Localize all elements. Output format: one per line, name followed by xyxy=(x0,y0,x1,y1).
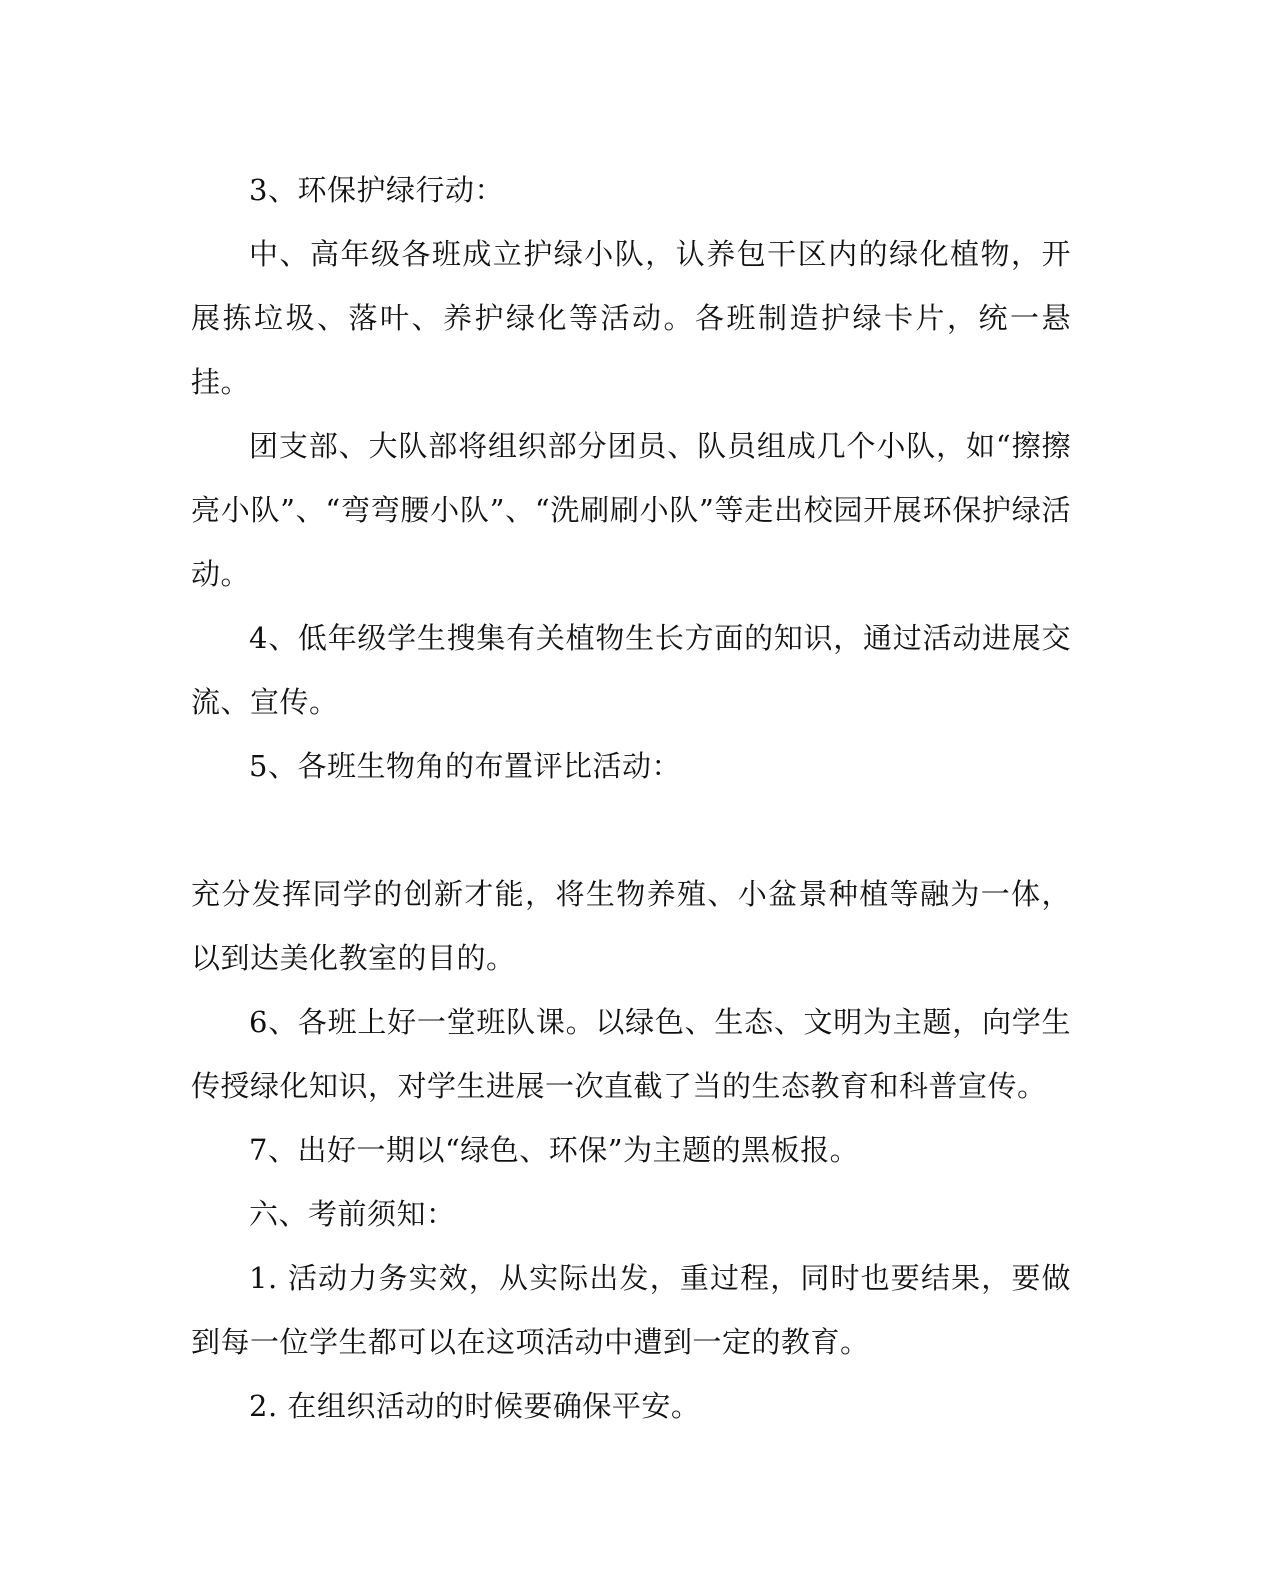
paragraph-creativity: 充分发挥同学的创新才能，将生物养殖、小盆景种植等融为一体，以到达美化教室的目的。 xyxy=(191,877,1071,975)
paragraph-green-team: 中、高年级各班成立护绿小队，认养包干区内的绿化植物，开展拣垃圾、落叶、养护绿化等活动。各班制造护绿卡片，统一悬挂。 xyxy=(191,237,1071,399)
paragraph-biology-corner-heading: 5、各班生物角的布置评比活动： xyxy=(249,749,681,783)
paragraph-blackboard: 7、出好一期以“绿色、环保”为主题的黑板报。 xyxy=(249,1133,860,1167)
paragraph-environmental-action-heading: 3、环保护绿行动： xyxy=(249,173,504,207)
document-body xyxy=(191,158,1071,1438)
paragraph-note-1: 1. 活动力务实效，从实际出发，重过程，同时也要结果，要做到每一位学生都可以在这项活动中遭到一定的教育。 xyxy=(191,1261,1071,1359)
paragraph-lower-grade: 4、低年级学生搜集有关植物生长方面的知识，通过活动进展交流、宣传。 xyxy=(191,621,1071,719)
paragraph-class-lesson: 6、各班上好一堂班队课。以绿色、生态、文明为主题，向学生传授绿化知识，对学生进展一次直截了当的生态教育和科普宣传。 xyxy=(191,1005,1071,1103)
paragraph-team-branch: 团支部、大队部将组织部分团员、队员组成几个小队，如“擦擦亮小队”、“弯弯腰小队”、“洗刷刷小队”等走出校园开展环保护绿活动。 xyxy=(191,429,1071,591)
paragraph-notes-heading: 六、考前须知： xyxy=(249,1197,456,1231)
paragraph-note-2: 2. 在组织活动的时候要确保平安。 xyxy=(249,1389,701,1423)
